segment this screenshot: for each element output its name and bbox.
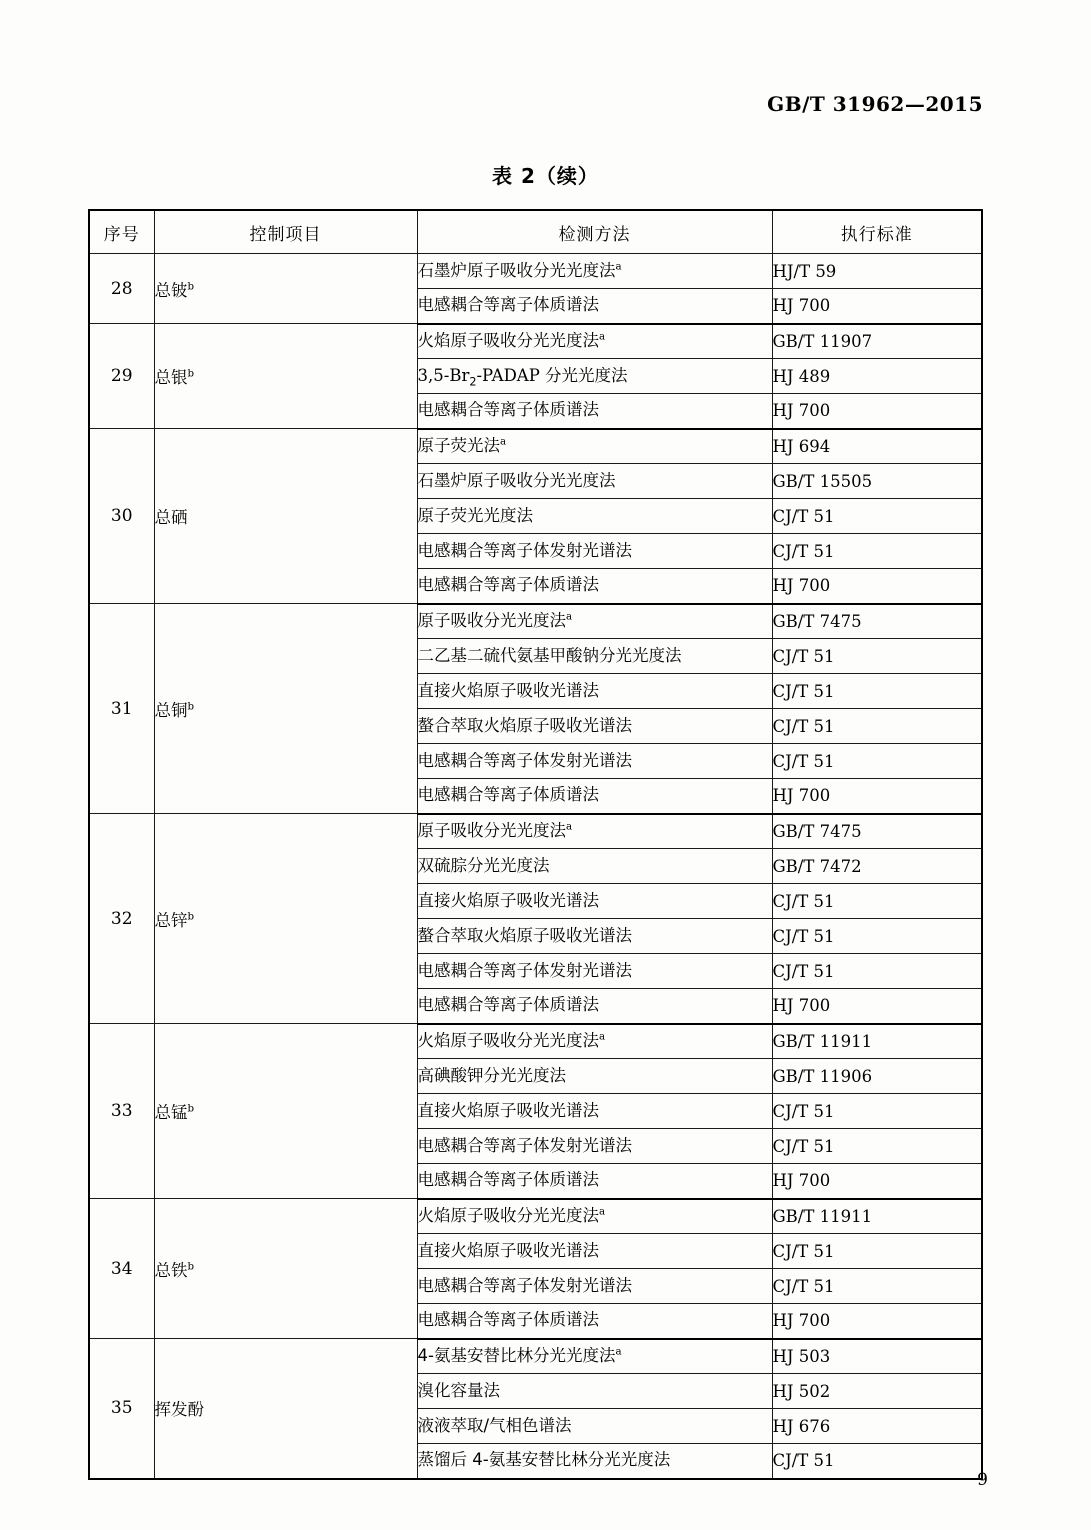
cell-execution-standard: CJ/T 51 (772, 1269, 982, 1304)
cell-detection-method: 螯合萃取火焰原子吸收光谱法 (417, 919, 772, 954)
page-number: 9 (977, 1470, 988, 1490)
cell-execution-standard: HJ 700 (772, 569, 982, 604)
running-header-standard-number: GB/T 31962—2015 (767, 92, 983, 116)
footnote-marker: b (187, 1261, 195, 1272)
cell-control-item: 总铁$^b$ (154, 1199, 417, 1339)
cell-execution-standard: CJ/T 51 (772, 1234, 982, 1269)
cell-control-item: 总银$^b$ (154, 324, 417, 429)
cell-detection-method: 二乙基二硫代氨基甲酸钠分光光度法 (417, 639, 772, 674)
cell-detection-method: $3,5-Br_2$-PADAP 分光光度法 (417, 359, 772, 394)
column-header-method: 检测方法 (417, 210, 772, 254)
cell-execution-standard: CJ/T 51 (772, 709, 982, 744)
footnote-marker: a (615, 261, 622, 273)
cell-execution-standard: HJ 700 (772, 1304, 982, 1339)
cell-execution-standard: GB/T 7475 (772, 604, 982, 639)
footnote-marker: a (599, 1206, 606, 1218)
footnote-marker: b (187, 911, 195, 922)
cell-sequence-number: 33 (89, 1024, 154, 1199)
table-row (89, 429, 982, 464)
footnote-marker: b (187, 368, 195, 380)
control-items-table (88, 209, 983, 1480)
cell-execution-standard: HJ 700 (772, 1164, 982, 1199)
cell-execution-standard: HJ 694 (772, 429, 982, 464)
cell-detection-method: 电感耦合等离子体发射光谱法 (417, 744, 772, 779)
cell-sequence-number: 34 (89, 1199, 154, 1339)
cell-detection-method: 蒸馏后 4-氨基安替比林分光光度法 (417, 1444, 772, 1479)
cell-detection-method: 电感耦合等离子体发射光谱法 (417, 1269, 772, 1304)
cell-detection-method: 原子荧光光度法 (417, 499, 772, 534)
cell-execution-standard: HJ 502 (772, 1374, 982, 1409)
cell-execution-standard: HJ/T 59 (772, 254, 982, 289)
table-header-row (89, 210, 982, 254)
cell-detection-method: 石墨炉原子吸收分光光度法$^a$ (417, 254, 772, 289)
cell-execution-standard: CJ/T 51 (772, 534, 982, 569)
cell-detection-method: 液液萃取/气相色谱法 (417, 1409, 772, 1444)
cell-detection-method: 直接火焰原子吸收光谱法 (417, 1234, 772, 1269)
cell-execution-standard: CJ/T 51 (772, 954, 982, 989)
cell-execution-standard: CJ/T 51 (772, 1129, 982, 1164)
cell-detection-method: 螯合萃取火焰原子吸收光谱法 (417, 709, 772, 744)
cell-detection-method: 溴化容量法 (417, 1374, 772, 1409)
cell-detection-method: 电感耦合等离子体质谱法 (417, 569, 772, 604)
footnote-marker: a (566, 611, 573, 623)
cell-execution-standard: HJ 700 (772, 394, 982, 429)
cell-detection-method: 电感耦合等离子体质谱法 (417, 1304, 772, 1339)
cell-detection-method: 电感耦合等离子体质谱法 (417, 289, 772, 324)
cell-detection-method: 火焰原子吸收分光光度法$^a$ (417, 324, 772, 359)
cell-execution-standard: CJ/T 51 (772, 674, 982, 709)
column-header-item: 控制项目 (154, 210, 417, 254)
column-header-std: 执行标准 (772, 210, 982, 254)
cell-execution-standard: GB/T 7472 (772, 849, 982, 884)
footnote-marker: a (599, 331, 606, 343)
table-row (89, 1339, 982, 1374)
cell-detection-method: 原子吸收分光光度法$^a$ (417, 814, 772, 849)
table-row (89, 324, 982, 359)
cell-execution-standard: HJ 700 (772, 779, 982, 814)
table-row (89, 604, 982, 639)
cell-detection-method: 直接火焰原子吸收光谱法 (417, 1094, 772, 1129)
cell-sequence-number: 30 (89, 429, 154, 604)
cell-control-item: 总锌$^b$ (154, 814, 417, 1024)
cell-control-item: 挥发酚 (154, 1339, 417, 1479)
cell-detection-method: 4-氨基安替比林分光光度法$^a$ (417, 1339, 772, 1374)
cell-detection-method: 直接火焰原子吸收光谱法 (417, 674, 772, 709)
cell-sequence-number: 28 (89, 254, 154, 324)
spec-table-container (88, 209, 981, 1480)
cell-sequence-number: 31 (89, 604, 154, 814)
cell-execution-standard: HJ 489 (772, 359, 982, 394)
cell-detection-method: 火焰原子吸收分光光度法$^a$ (417, 1199, 772, 1234)
footnote-marker: b (187, 281, 195, 292)
cell-detection-method: 火焰原子吸收分光光度法$^a$ (417, 1024, 772, 1059)
table-row (89, 1024, 982, 1059)
cell-detection-method: 高碘酸钾分光光度法 (417, 1059, 772, 1094)
cell-execution-standard: HJ 503 (772, 1339, 982, 1374)
cell-control-item: 总铜$^b$ (154, 604, 417, 814)
cell-execution-standard: CJ/T 51 (772, 1444, 982, 1479)
table-caption: 表 2（续） (492, 164, 599, 188)
cell-detection-method: 原子荧光法$^a$ (417, 429, 772, 464)
cell-detection-method: 电感耦合等离子体质谱法 (417, 989, 772, 1024)
cell-execution-standard: CJ/T 51 (772, 1094, 982, 1129)
cell-sequence-number: 29 (89, 324, 154, 429)
table-row (89, 814, 982, 849)
cell-sequence-number: 35 (89, 1339, 154, 1479)
footnote-marker: b (187, 701, 195, 712)
cell-execution-standard: GB/T 15505 (772, 464, 982, 499)
cell-execution-standard: GB/T 7475 (772, 814, 982, 849)
cell-detection-method: 电感耦合等离子体质谱法 (417, 394, 772, 429)
footnote-marker: a (599, 1031, 606, 1043)
cell-detection-method: 直接火焰原子吸收光谱法 (417, 884, 772, 919)
table-body (89, 254, 982, 1479)
cell-execution-standard: CJ/T 51 (772, 639, 982, 674)
cell-detection-method: 电感耦合等离子体质谱法 (417, 779, 772, 814)
cell-execution-standard: HJ 700 (772, 289, 982, 324)
cell-execution-standard: GB/T 11906 (772, 1059, 982, 1094)
cell-control-item: 总锰$^b$ (154, 1024, 417, 1199)
cell-execution-standard: CJ/T 51 (772, 499, 982, 534)
cell-detection-method: 电感耦合等离子体发射光谱法 (417, 954, 772, 989)
cell-execution-standard: GB/T 11907 (772, 324, 982, 359)
column-header-no: 序号 (89, 210, 154, 254)
cell-detection-method: 电感耦合等离子体发射光谱法 (417, 534, 772, 569)
cell-execution-standard: CJ/T 51 (772, 884, 982, 919)
cell-execution-standard: GB/T 11911 (772, 1024, 982, 1059)
cell-detection-method: 石墨炉原子吸收分光光度法 (417, 464, 772, 499)
cell-detection-method: 电感耦合等离子体发射光谱法 (417, 1129, 772, 1164)
footnote-marker: b (187, 1103, 195, 1115)
footnote-marker: a (615, 1346, 622, 1358)
cell-execution-standard: GB/T 11911 (772, 1199, 982, 1234)
table-row (89, 1199, 982, 1234)
cell-execution-standard: CJ/T 51 (772, 744, 982, 779)
table-row (89, 254, 982, 289)
table-head (89, 210, 982, 254)
cell-control-item: 总硒 (154, 429, 417, 604)
footnote-marker: a (566, 821, 573, 833)
cell-execution-standard: HJ 676 (772, 1409, 982, 1444)
footnote-marker: a (500, 436, 507, 448)
cell-execution-standard: HJ 700 (772, 989, 982, 1024)
cell-detection-method: 电感耦合等离子体质谱法 (417, 1164, 772, 1199)
cell-execution-standard: CJ/T 51 (772, 919, 982, 954)
cell-detection-method: 原子吸收分光光度法$^a$ (417, 604, 772, 639)
cell-control-item: 总铍$^b$ (154, 254, 417, 324)
cell-sequence-number: 32 (89, 814, 154, 1024)
cell-detection-method: 双硫腙分光光度法 (417, 849, 772, 884)
